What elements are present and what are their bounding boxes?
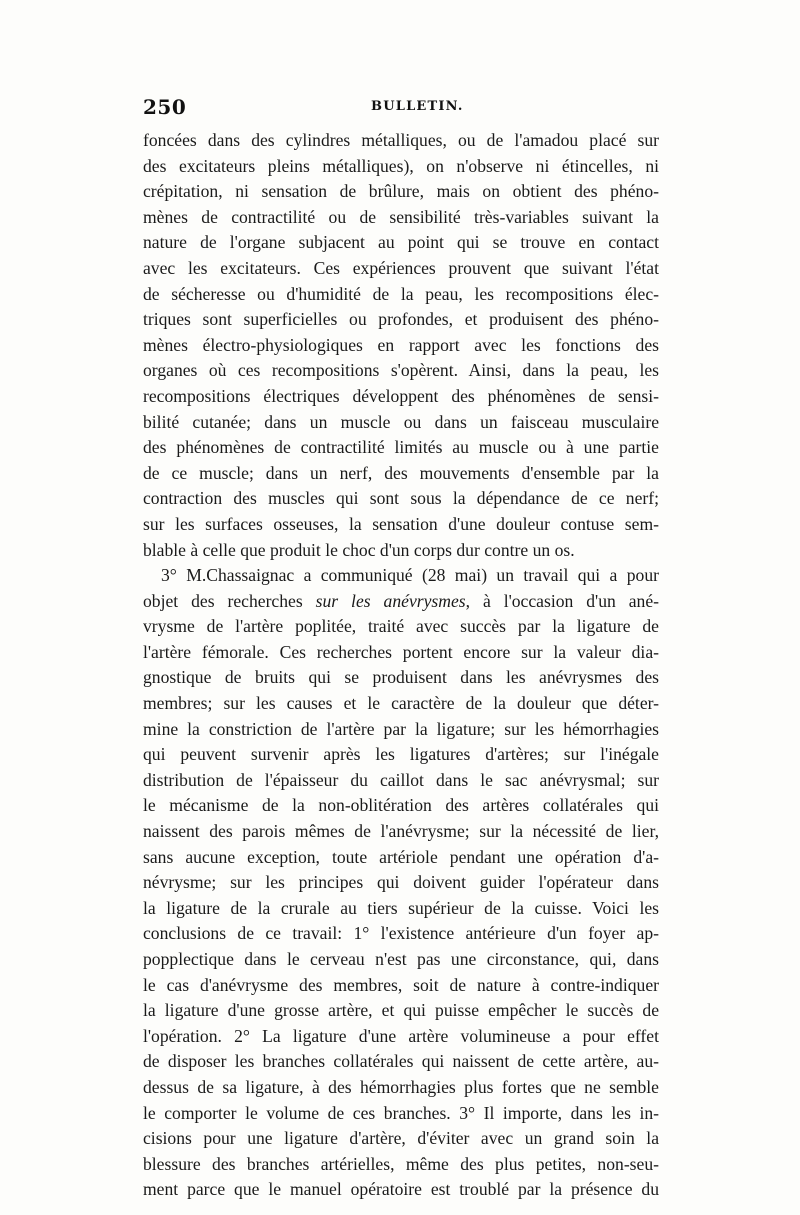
italic-title: sur les anévrysmes <box>315 590 466 611</box>
text-line: des phénomènes de contractilité limités au muscle ou à une partie <box>143 437 659 458</box>
text-line: sans aucune exception, toute artériole pendant une opération d'a- <box>143 846 659 867</box>
text-line: dessus de sa ligature, à des hémorrhagies plus fortes que ne semble <box>143 1076 659 1097</box>
text-line: le comporter le volume de ces branches. 3° Il importe, dans les in- <box>143 1102 659 1123</box>
page-number: 250 <box>143 95 187 119</box>
text-line: blable à celle que produit le choc d'un corps dur contre un os. <box>143 539 575 560</box>
text-line: popplectique dans le cerveau n'est pas une circonstance, qui, dans <box>143 949 659 969</box>
text-line: l'artère fémorale. Ces recherches portent encore sur la valeur dia- <box>143 641 659 662</box>
text-line: la ligature d'une grosse artère, et qui puisse empêcher le succès de <box>143 1000 659 1021</box>
text-line: nature de l'organe subjacent au point qui se trouve en contact <box>143 232 659 253</box>
text-line: de ce muscle; dans un nerf, des mouvements d'ensemble par la <box>143 462 659 483</box>
text-line: des excitateurs pleins métalliques), on n'observe ni étincelles, ni <box>143 155 659 176</box>
text-line: triques sont superficielles ou profondes, et produisent des phéno- <box>143 309 659 330</box>
text-line: mènes électro-physiologiques en rapport avec les fonctions des <box>143 334 659 355</box>
text-line: organes où ces recompositions s'opèrent. Ainsi, dans la peau, les <box>143 360 659 381</box>
paragraph-electrical-experiments <box>143 128 659 563</box>
text-line: crépitation, ni sensation de brûlure, mais on obtient des phéno- <box>143 181 659 202</box>
text-line: membres; sur les causes et le caractère de la douleur que déter- <box>143 693 659 714</box>
text-line: qui peuvent survenir après les ligatures d'artères; sur l'inégale <box>143 744 659 765</box>
text-line: gnostique de bruits qui se produisent dans les anévrysmes des <box>143 667 659 688</box>
text-line: conclusions de ce travail: 1° l'existence antérieure d'un foyer ap- <box>143 923 659 944</box>
text-segment: , à l'occasion d'un ané- <box>465 590 660 611</box>
text-line: mènes de contractilité ou de sensibilité très-variables suivant la <box>143 206 659 227</box>
text-line: cisions pour une ligature d'artère, d'éviter avec un grand soin la <box>143 1128 659 1149</box>
text-segment: objet des recherches <box>143 590 316 611</box>
text-line: de sécheresse ou d'humidité de la peau, les recompositions élec- <box>143 283 659 304</box>
body-text <box>143 128 659 1203</box>
text-line: l'opération. 2° La ligature d'une artère volumineuse a pour effet <box>143 1025 659 1046</box>
text-line: sur les surfaces osseuses, la sensation d'une douleur contuse sem- <box>143 513 659 534</box>
text-line <box>143 589 659 615</box>
text-line: vrysme de l'artère poplitée, traité avec succès par la ligature de <box>143 616 659 637</box>
text-line: bilité cutanée; dans un muscle ou dans un faisceau musculaire <box>143 411 659 432</box>
text-line: contraction des muscles qui sont sous la dépendance de ce nerf; <box>143 488 659 509</box>
text-line: le mécanisme de la non-oblitération des artères collatérales qui <box>143 795 659 816</box>
paragraph-continuation <box>143 614 659 1203</box>
text-line: la ligature de la crurale au tiers supérieur de la cuisse. Voici les <box>143 897 659 918</box>
text-line: névrysme; sur les principes qui doivent guider l'opérateur dans <box>143 872 659 893</box>
text-line: de disposer les branches collatérales qui naissent de cette artère, au- <box>143 1051 659 1072</box>
running-title: BULLETIN. <box>371 99 464 114</box>
text-line: naissent des parois mêmes de l'anévrysme; sur la nécessité de lier, <box>143 821 659 842</box>
text-line: ment parce que le manuel opératoire est troublé par la présence du <box>143 1179 659 1200</box>
text-line: mine la constriction de l'artère par la ligature; sur les hémorrhagies <box>143 718 659 739</box>
paragraph-chassaignac-aneurysms <box>143 563 659 1203</box>
text-line: blessure des branches artérielles, même des plus petites, non-seu- <box>143 1153 659 1174</box>
text-line: distribution de l'épaisseur du caillot dans le sac anévrysmal; sur <box>143 769 659 790</box>
text-line: foncées dans des cylindres métalliques, ou de l'amadou placé sur <box>143 130 659 150</box>
page-header <box>143 95 663 125</box>
text-line: le cas d'anévrysme des membres, soit de nature à contre-indiquer <box>143 974 659 995</box>
text-line: 3° M.Chassaignac a communiqué (28 mai) un travail qui a pour <box>161 565 659 586</box>
text-line: recompositions électriques développent des phénomènes de sensi- <box>143 385 659 406</box>
text-line: avec les excitateurs. Ces expériences prouvent que suivant l'état <box>143 257 659 278</box>
